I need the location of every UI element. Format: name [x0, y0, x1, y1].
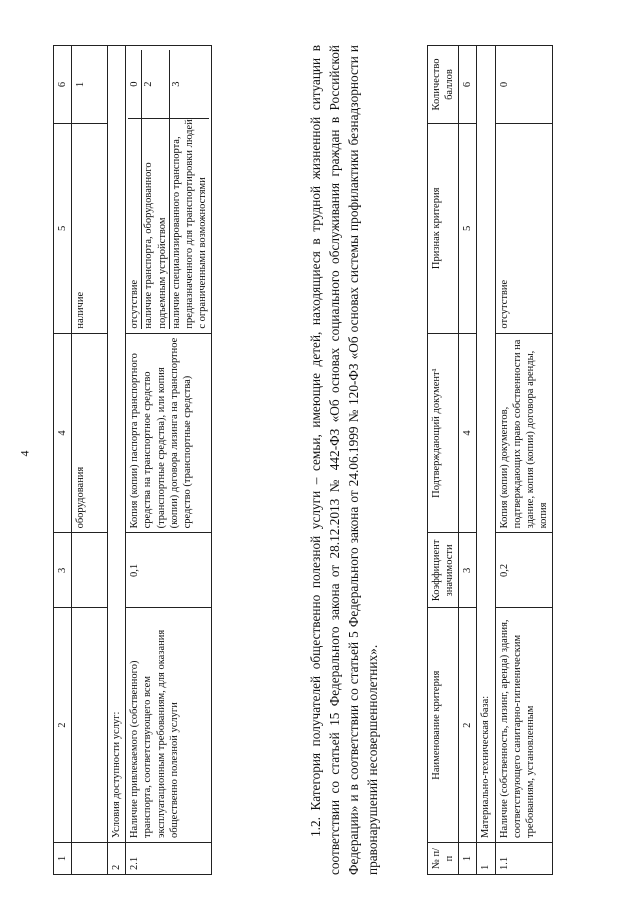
header-cell: Подтверждающий документ¹	[428, 333, 459, 533]
header-cell: Наименование критерия	[428, 608, 459, 843]
header-cell: 5	[54, 123, 72, 333]
criteria-table	[427, 45, 553, 875]
sub-cell: отсутствие	[128, 119, 142, 329]
table-cell: 1	[72, 46, 108, 124]
header-cell: 4	[54, 333, 72, 533]
table-cell: Наличие привлекаемого (собственного) транспорта, соответствующего всем эксплуатационным требованиям, для оказания общественно полезной услуги	[126, 608, 212, 843]
header-cell: 2	[54, 608, 72, 843]
header-cell: № п/п	[428, 843, 459, 875]
sub-cell: 3	[170, 81, 182, 87]
number-cell: 6	[459, 46, 477, 124]
criteria-table-continued	[53, 45, 212, 875]
header-cell: 1	[54, 843, 72, 875]
table-cell: наличие	[72, 123, 108, 333]
rotated-page-content	[45, 35, 640, 885]
column-number-row	[459, 46, 477, 875]
table-header-row	[54, 46, 72, 875]
number-cell: 1	[459, 843, 477, 875]
table-cell: 0,2	[495, 533, 553, 608]
section-title: Материально-техническая база:	[477, 46, 495, 843]
header-cell: 3	[54, 533, 72, 608]
number-cell: 3	[459, 533, 477, 608]
section-row	[108, 46, 126, 875]
number-cell: 4	[459, 333, 477, 533]
sub-cell: 0	[128, 50, 142, 119]
table-cell: Копия (копии) паспорта транспортного средства на транспортное средство (транспортные средства), или копия (копии) договора лизинга на транспортное средство (транспортные средства)	[126, 333, 212, 533]
section-row	[477, 46, 495, 875]
table-cell: Наличие (собственность, лизинг, аренда) здания, соответствующего санитарно-гигиеническим требованиям, установленным	[495, 608, 553, 843]
section-title: Условия доступности услуг:	[108, 46, 126, 843]
paragraph-text: 1.2. Категория получателей общественно полезной услуги – семьи, имеющие детей, находящиеся в трудной жизненной ситуации в соответствии со статьей 15 Федерального закона от 28.12.2013 № 442-ФЗ «Об основах социального обслуживания граждан в Российской Федерации» и в соответствии со статьей 5 Федерального закона от 24.06.1999 № 120-ФЗ «Об основах системы профилактики безнадзорности и правонарушений несовершеннолетних».	[308, 45, 380, 875]
table-header-row	[428, 46, 459, 875]
sub-criteria-table	[128, 50, 209, 329]
sub-cell: наличие транспорта, оборудованного подъемным устройством	[142, 119, 169, 329]
table-cell	[72, 843, 108, 875]
header-cell: Коэффициент значимости	[428, 533, 459, 608]
table-cell: 2.1	[126, 843, 212, 875]
page-number: 4	[17, 450, 32, 457]
table-cell: отсутствие	[495, 124, 553, 334]
table-cell: 0	[495, 46, 553, 124]
sub-criteria-cell	[126, 46, 212, 334]
sub-row	[142, 50, 169, 329]
category-paragraph	[307, 45, 383, 875]
header-cell: Признак критерия	[428, 124, 459, 334]
table-cell: 1	[477, 843, 495, 875]
number-cell: 2	[459, 608, 477, 843]
table-cell: 0,1	[126, 533, 212, 608]
sub-row	[169, 50, 209, 329]
header-cell: Количество баллов	[428, 46, 459, 124]
number-cell: 5	[459, 124, 477, 334]
table-cell	[72, 533, 108, 608]
sub-cell: 2	[142, 50, 169, 119]
table-row	[72, 46, 108, 875]
table-cell: 2	[108, 843, 126, 875]
table-cell: 1.1	[495, 843, 553, 875]
sub-row	[128, 50, 142, 329]
table-cell: оборудования	[72, 333, 108, 533]
table-cell	[72, 608, 108, 843]
header-cell: 6	[54, 46, 72, 124]
table-row	[126, 46, 212, 875]
table-cell: Копия (копии) документов, подтверждающих право собственности на здание, копия (копии) договора аренды, копия	[495, 333, 553, 533]
sub-cell: наличие специализированного транспорта, предназначенного для транспортировки людей с ограниченными возможностями	[170, 119, 208, 329]
table-row	[495, 46, 553, 875]
